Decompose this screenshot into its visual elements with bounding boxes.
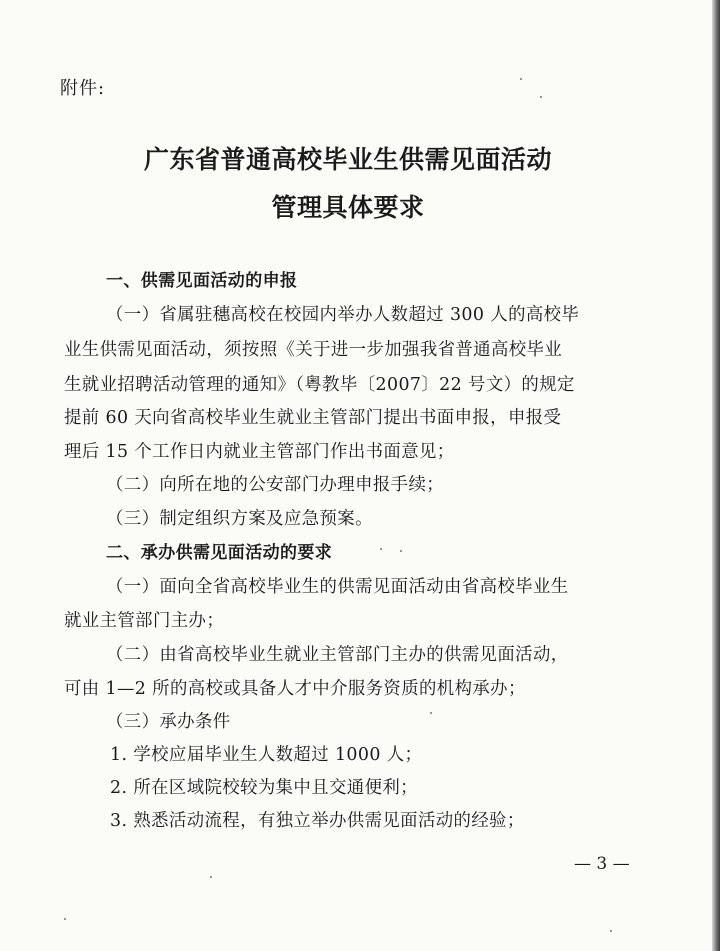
condition-item: 3. 熟悉活动流程，有独立举办供需见面活动的经验； bbox=[110, 811, 525, 831]
section-1-item-2: （二）向所在地的公安部门办理申报手续； bbox=[106, 475, 445, 495]
scan-edge-shadow bbox=[712, 0, 720, 951]
condition-item: 1. 学校应届毕业生人数超过 1000 人； bbox=[110, 745, 423, 765]
section-1-item-1-line: 理后 15 个工作日内就业主管部门作出书面意见； bbox=[64, 442, 455, 462]
section-1-item-1-line: 业生供需见面活动，须按照《关于进一步加强我省普通高校毕业 bbox=[64, 340, 563, 360]
scan-speck bbox=[210, 876, 212, 878]
section-1-item-3: （三）制定组织方案及应急预案。 bbox=[106, 509, 373, 529]
scan-speck bbox=[380, 548, 382, 550]
section-2-item-3-heading: （三）承办条件 bbox=[106, 712, 231, 732]
section-1-heading: 一、供需见面活动的申报 bbox=[106, 271, 298, 291]
page-number: — 3 — bbox=[574, 854, 630, 874]
section-2-item-2-line: 可由 1—2 所的高校或具备人才中介服务资质的机构承办； bbox=[64, 679, 526, 699]
attachment-label: 附件: bbox=[60, 78, 106, 99]
section-1-item-1-line: 生就业招聘活动管理的通知》（粤教毕〔2007〕22 号文）的规定 bbox=[64, 375, 575, 395]
scan-speck bbox=[430, 712, 432, 714]
section-2-heading: 二、承办供需见面活动的要求 bbox=[106, 543, 333, 563]
scan-speck bbox=[400, 550, 402, 552]
title-line-2: 管理具体要求 bbox=[271, 193, 425, 222]
section-2-item-1-line: 就业主管部门主办； bbox=[64, 611, 225, 631]
section-1-item-1-line: 提前 60 天向省高校毕业生就业主管部门提出书面申报，申报受 bbox=[64, 408, 562, 428]
scan-speck bbox=[520, 78, 522, 80]
section-2-item-2-line: （二）由省高校毕业生就业主管部门主办的供需见面活动， bbox=[106, 645, 569, 665]
title-line-1: 广东省普通高校毕业生供需见面活动 bbox=[143, 145, 552, 174]
scan-speck bbox=[610, 930, 612, 932]
section-2-item-1-line: （一）面向全省高校毕业生的供需见面活动由省高校毕业生 bbox=[106, 577, 569, 597]
scan-speck bbox=[64, 918, 66, 920]
condition-item: 2. 所在区域院校较为集中且交通便利； bbox=[110, 778, 418, 798]
scan-speck bbox=[540, 96, 542, 98]
section-1-item-1-line: （一）省属驻穗高校在校园内举办人数超过 300 人的高校毕 bbox=[106, 305, 580, 325]
